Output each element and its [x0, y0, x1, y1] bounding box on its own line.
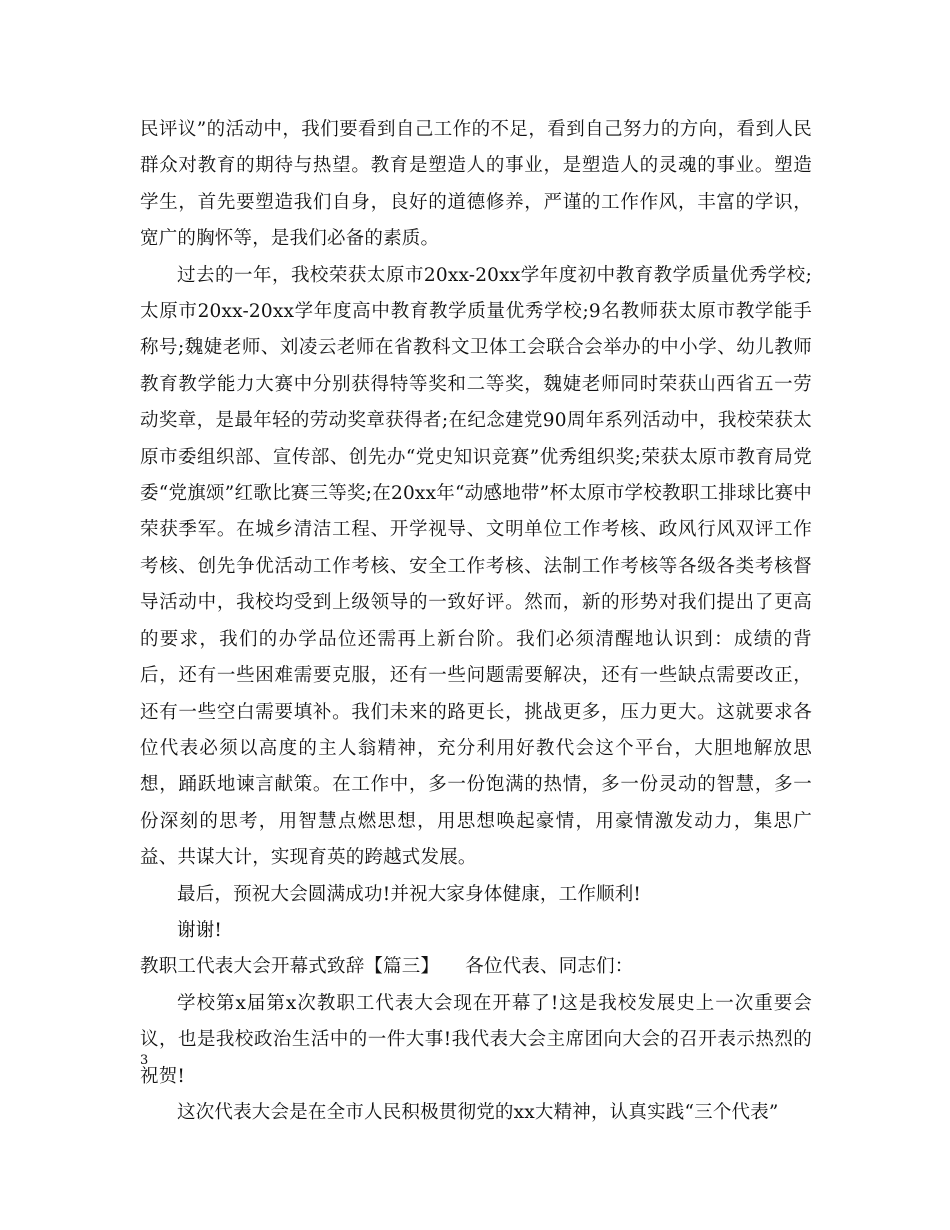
section-title: 教职工代表大会开幕式致辞【篇三】	[140, 956, 440, 978]
paragraph-achievements: 过去的一年，我校荣获太原市20xx-20xx学年度初中教育教学质量优秀学校;太原市20xx-20xx学年度高中教育教学质量优秀学校;9名教师获太原市教学能手称号;魏婕老师、刘凌云老师在省教科文卫体工会联合会举办的中小学、幼儿教师教育教学能力大赛中分别获得特等奖和二等奖，魏婕老师同时荣获山西省五一劳动奖章，是最年轻的劳动奖章获得者;在纪念建党90周年系列活动中，我校荣获太原市委组织部、宣传部、创先办“党史知识竞赛”优秀组织奖;荣获太原市教育局党委“党旗颂”红歌比赛三等奖;在20xx年“动感地带”杯太原市学校教职工排球比赛中荣获季军。在城乡清洁工程、开学视导、文明单位工作考核、政风行风双评工作考核、创先争优活动工作考核、安全工作考核、法制工作考核等各级各类考核督导活动中，我校均受到上级领导的一致好评。然而，新的形势对我们提出了更高的要求，我们的办学品位还需再上新台阶。我们必须清醒地认识到：成绩的背后，还有一些困难需要克服，还有一些问题需要解决，还有一些缺点需要改正，还有一些空白需要填补。我们未来的路更长，挑战更多，压力更大。这就要求各位代表必须以高度的主人翁精神，充分利用好教代会这个平台，大胆地解放思想，踊跃地谏言献策。在工作中，多一份饱满的热情，多一份灵动的智慧，多一份深刻的思考，用智慧点燃思想，用思想唤起豪情，用豪情激发动力，集思广益、共谋大计，实现育英的跨越式发展。	[140, 264, 812, 869]
paragraph-spirit: 这次代表大会是在全市人民积极贯彻党的xx大精神，认真实践“三个代表”	[177, 1101, 779, 1123]
document-body	[140, 112, 812, 1131]
salutation: 各位代表、同志们：	[465, 956, 634, 978]
paragraph-continuation: 民评议”的活动中，我们要看到自己工作的不足，看到自己努力的方向，看到人民群众对教育的期待与热望。教育是塑造人的事业，是塑造人的灵魂的事业。塑造学生，首先要塑造我们自身，良好的道德修养，严谨的工作作风，丰富的学识，宽广的胸怀等，是我们必备的素质。	[140, 119, 812, 250]
page-number: 3	[140, 1053, 149, 1068]
paragraph-wishes: 最后，预祝大会圆满成功!并祝大家身体健康，工作顺利!	[177, 883, 642, 905]
section-heading-line	[140, 949, 812, 985]
paragraph-thanks: 谢谢!	[177, 919, 223, 941]
paragraph-opening: 学校第x届第x次教职工代表大会现在开幕了!这是我校发展史上一次重要会议，也是我校政治生活中的一件大事!我代表大会主席团向大会的召开表示热烈的祝贺!	[140, 992, 812, 1087]
